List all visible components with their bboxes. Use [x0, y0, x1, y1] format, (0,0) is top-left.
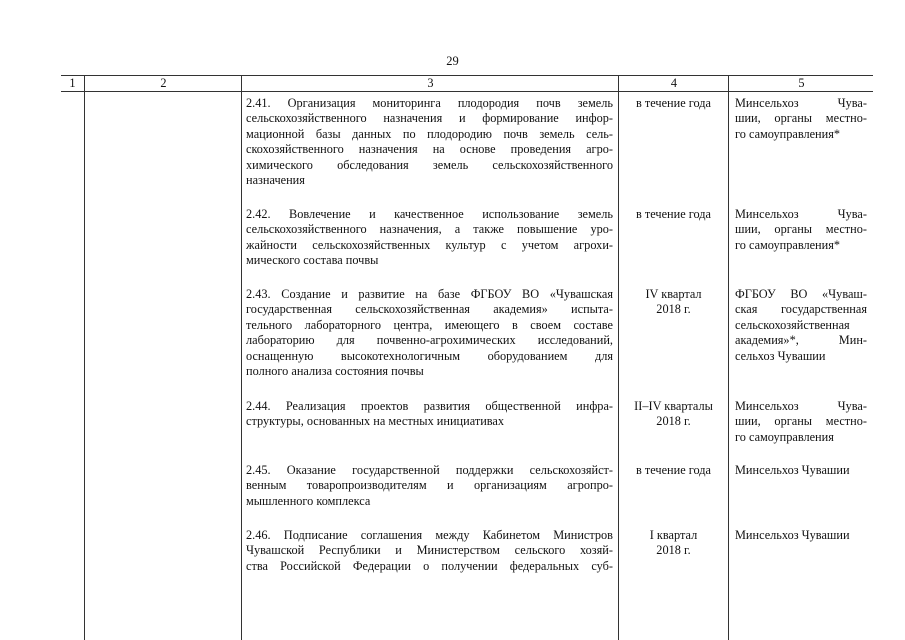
measure-description — [246, 96, 613, 188]
column-divider — [618, 90, 619, 640]
text-line: го самоуправления* — [735, 126, 841, 141]
text-line: тельного лабораторного центра, имеющего в своем составе — [246, 317, 613, 332]
text-line: ская государственная — [735, 302, 867, 317]
responsible-cell — [735, 528, 867, 543]
text-line: Минсельхоз Чува- — [735, 207, 867, 221]
deadline-cell — [620, 399, 727, 430]
responsible-cell — [735, 207, 867, 253]
deadline-cell — [620, 96, 727, 111]
text-line: 2.44. Реализация проектов развития общественной инфра- — [246, 399, 613, 413]
column-header-4: 4 — [618, 76, 729, 91]
text-line: Минсельхоз Чува- — [735, 399, 867, 413]
measure-description — [246, 207, 613, 269]
text-line: 2.42. Вовлечение и качественное использование земель — [246, 207, 613, 221]
text-line: венным товаропроизводителям и организациям агропро- — [246, 478, 613, 493]
text-line: 2.43. Создание и развитие на базе ФГБОУ ВО «Чувашская — [246, 287, 613, 301]
text-line: шии, органы местно- — [735, 414, 867, 429]
deadline-cell — [620, 463, 727, 478]
text-line: жайности сельскохозяйственных культур с учетом агрохи- — [246, 237, 613, 252]
text-line: в течение года — [636, 463, 711, 477]
measure-description — [246, 528, 613, 574]
text-line: 2018 г. — [656, 414, 691, 429]
text-line: 2.41. Организация мониторинга плодородия почв земель — [246, 96, 613, 110]
text-line: го самоуправления — [735, 429, 834, 444]
column-divider — [728, 90, 729, 640]
text-line: мического состава почвы — [246, 253, 379, 268]
deadline-cell — [620, 207, 727, 222]
text-line: мационной базы данных по плодородию почв земель сель- — [246, 126, 613, 141]
measure-description — [246, 287, 613, 379]
text-line: шии, органы местно- — [735, 222, 867, 237]
text-line: IV квартал — [645, 287, 702, 301]
text-line: Чувашской Республики и Министерством сельского хозяй- — [246, 543, 613, 558]
deadline-cell — [620, 528, 727, 559]
text-line: шии, органы местно- — [735, 111, 867, 126]
text-line: структуры, основанных на местных инициативах — [246, 414, 505, 429]
column-header-2: 2 — [84, 76, 242, 91]
text-line: сельхоз Чувашии — [735, 348, 826, 363]
text-line: 2.45. Оказание государственной поддержки сельскохозяйст- — [246, 463, 613, 477]
text-line: скохозяйственного назначения на основе проведения агро- — [246, 142, 613, 157]
text-line: сельскохозяйственного назначения и формирование инфор- — [246, 111, 613, 126]
column-header-5: 5 — [728, 76, 874, 91]
text-line: Минсельхоз Чувашии — [735, 528, 850, 542]
text-line: химического обследования земель сельскохозяйственного — [246, 157, 613, 172]
column-divider — [84, 90, 85, 640]
responsible-cell — [735, 463, 867, 478]
text-line: оснащенную высокотехнологичным оборудованием для — [246, 348, 613, 363]
deadline-cell — [620, 287, 727, 318]
responsible-cell — [735, 287, 867, 364]
text-line: лабораторию для почвенно-агрохимических исследований, — [246, 333, 613, 348]
text-line: Минсельхоз Чува- — [735, 96, 867, 110]
text-line: Минсельхоз Чувашии — [735, 463, 850, 477]
column-header-3: 3 — [241, 76, 619, 91]
responsible-cell — [735, 96, 867, 142]
table-header-row — [61, 75, 873, 92]
measure-description — [246, 463, 613, 509]
text-line: 2018 г. — [656, 543, 691, 558]
responsible-cell — [735, 399, 867, 445]
text-line: го самоуправления* — [735, 237, 841, 252]
text-line: 2.46. Подписание соглашения между Кабинетом Министров — [246, 528, 613, 542]
text-line: в течение года — [636, 207, 711, 221]
text-line: II–IV кварталы — [634, 399, 713, 413]
text-line: ства Российской Федерации о получении федеральных суб- — [246, 558, 613, 573]
text-line: полного анализа состояния почвы — [246, 364, 424, 379]
text-line: ФГБОУ ВО «Чуваш- — [735, 287, 867, 301]
text-line: сельскохозяйственная — [735, 317, 850, 332]
column-divider — [241, 90, 242, 640]
text-line: государственная сельскохозяйственная академия» испыта- — [246, 302, 613, 317]
measure-description — [246, 399, 613, 430]
text-line: 2018 г. — [656, 302, 691, 317]
text-line: академия»*, Мин- — [735, 333, 867, 348]
text-line: мышленного комплекса — [246, 493, 371, 508]
text-line: сельскохозяйственного назначения, а также повышение уро- — [246, 222, 613, 237]
page-number: 29 — [446, 54, 459, 68]
text-line: назначения — [246, 173, 305, 188]
column-header-1: 1 — [69, 76, 76, 90]
text-line: в течение года — [636, 96, 711, 110]
text-line: I квартал — [649, 528, 698, 542]
